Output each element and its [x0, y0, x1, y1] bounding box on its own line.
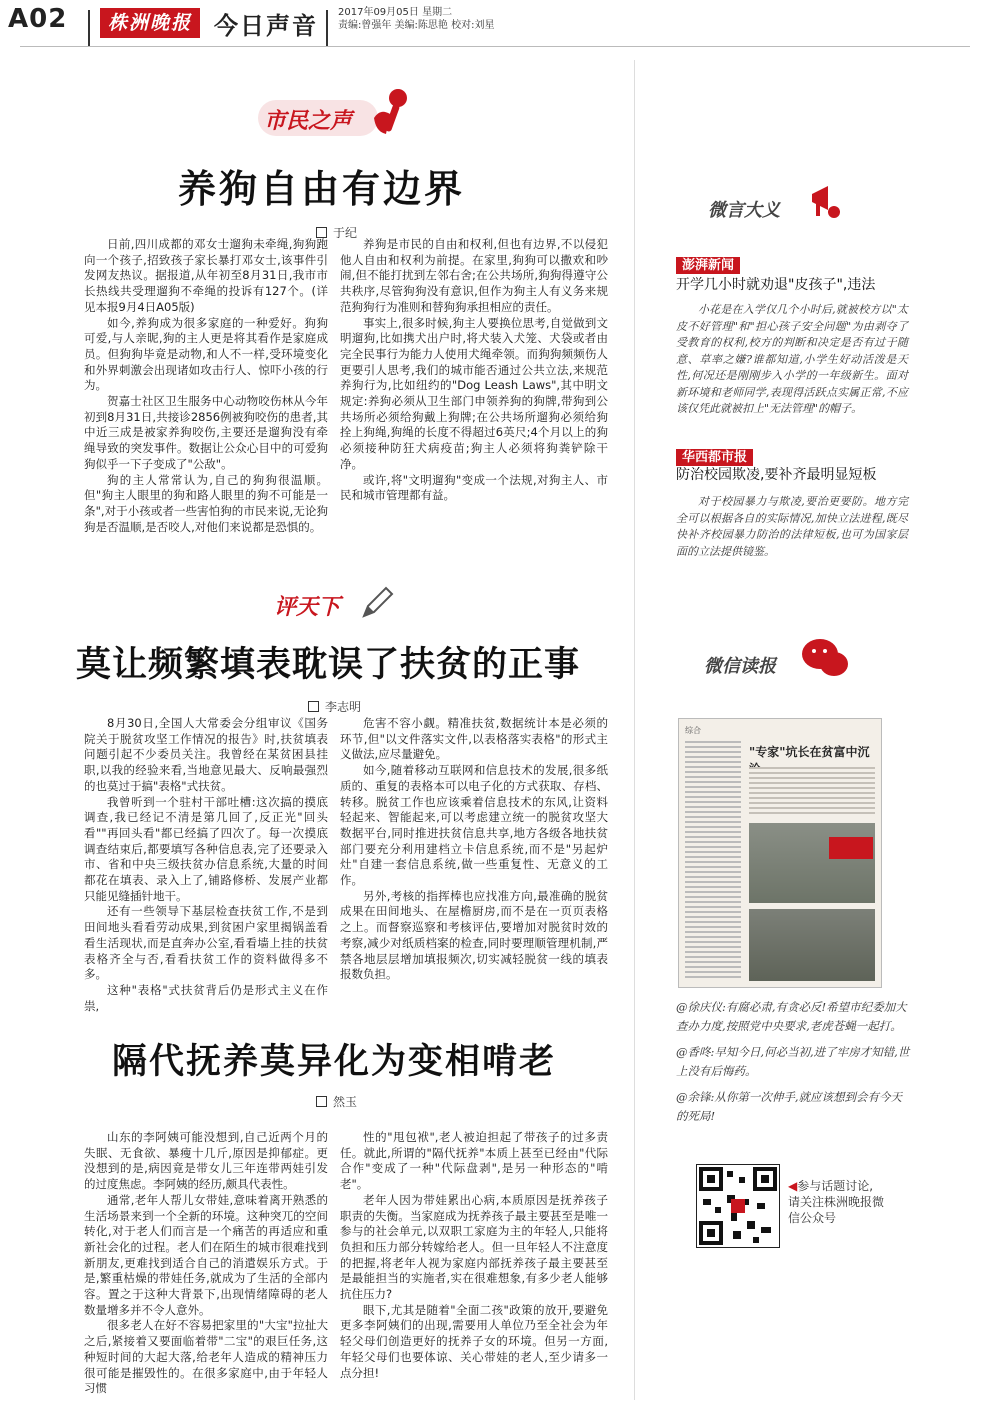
newspaper-logo: 株洲晚报: [100, 8, 200, 38]
paragraph: 这种"表格"式扶贫背后仍是形式主义在作祟,: [84, 982, 328, 1013]
masthead-meta: [338, 6, 494, 32]
megaphone-icon: [806, 176, 846, 224]
thumbnail-label: 综合: [685, 726, 701, 735]
paragraph: 另外,考核的指挥棒也应找准方向,最准确的脱贫成果在田间地头、在屋檐厨房,而不是在一页页表格之上。而督察巡察和考核评估,要增加对脱贫时效的考察,减少对纸质档案的检查,同时要理顺管理机制,严禁各地层层增加填报频次,切实减轻脱贫一线的填表报数负担。: [340, 888, 608, 982]
paragraph: 通常,老年人帮儿女带娃,意味着离开熟悉的生活场景来到一个全新的环境。这种突兀的空间转化,对于老人们而言是一个痛苦的再适应和重新社会化的过程。老人们在陌生的城市很难找到新朋友,更难找到适合自己的消遣娱乐方式。于是,繁重枯燥的带娃任务,就成为了生活的全部内容。置之于这种大背景下,出现情绪障碍的老人数量增多并不令人意外。: [84, 1192, 328, 1317]
sidebar-item-2-title: 防治校园欺凌,要补齐最明显短板: [676, 467, 877, 483]
thumbnail-text-column: [685, 741, 741, 981]
headline-2: 莫让频繁填表耽误了扶贫的正事: [76, 644, 581, 685]
thumbnail-photo-2: [749, 909, 875, 981]
article-3-left: [84, 1130, 328, 1397]
headline-1: 养狗自由有边界: [178, 166, 466, 211]
pingtianxia-badge: 评天下: [274, 595, 341, 620]
qr-pattern-icon: [697, 1165, 779, 1247]
editor-line: 责编:曾强年 美编:陈思艳 校对:刘星: [338, 20, 495, 31]
paragraph: 山东的李阿姨可能没想到,自己近两个月的失眠、无食欲、暴瘦十几斤,原因是抑郁症。更没想到的是,病因竟是带女儿三年连带两娃引发的过度焦虑。李阿姨的经历,颇具代表性。: [84, 1130, 328, 1192]
masthead-divider: [88, 10, 90, 46]
paragraph: 很多老人在好不容易把家里的"大宝"拉扯大之后,紧接着又要面临着带"二宝"的艰巨任务,这种短时间的大起大落,给老年人造成的精神压力很可能是摧毁性的。在很多家庭中,由于年轻人习惯: [84, 1318, 328, 1396]
paragraph: 如今,随着移动互联网和信息技术的发展,很多纸质的、重复的表格本可以电子化的方式获取、存档、转移。脱贫工作也应该乘着信息技术的东风,让资料轻起来、智能起来,可以考虑建立统一的脱贫攻坚大数据平台,同时推进扶贫信息共享,地方各级各地扶贫部门要充分利用建档立卡信息系统,而不是"另起炉灶"自建一套信息系统,做一些重复性、无意义的工作。: [340, 763, 608, 888]
comment: @徐庆仪:有腐必肃,有贪必反!希望市纪委加大查办力度,按照党中央要求,老虎苍蝇一起打。: [676, 1000, 907, 1033]
paragraph: 对于校园暴力与欺凌,要治更要防。地方完全可以根据各自的实际情况,加快立法进程,既尽快补齐校园暴力防治的法律短板,也可为国家层面的立法提供镜鉴。: [676, 495, 908, 558]
section-title: 今日声音: [214, 12, 318, 40]
headline-3: 隔代抚养莫异化为变相啃老: [112, 1041, 557, 1082]
paragraph: 眼下,尤其是随着"全面二孩"政策的放开,要避免更多李阿姨们的出现,需要用人单位乃至全社会为年轻父母们创造更好的抚养子女的环境。但另一方面,年轻父母们也要体谅、关心带娃的老人,至少请多一点分担!: [340, 1302, 608, 1380]
source-tag-1: 澎湃新闻: [676, 257, 740, 274]
paragraph: 还有一些领导下基层检查扶贫工作,不是到田间地头看看劳动成果,到贫困户家里揭锅盖看看生活现状,而是直奔办公室,看看墙上挂的扶贫表格齐全与否,看看扶贫工作的资料做得多不多。: [84, 904, 328, 982]
weiyan-badge: [708, 196, 780, 222]
pencil-icon: [358, 586, 394, 622]
sidebar-divider: [634, 60, 635, 1400]
masthead-divider-2: [326, 10, 328, 46]
date-line: 2017年09月05日 星期二: [338, 7, 453, 18]
comment: @香咚:早知今日,何必当初,进了牢房才知错,世上没有后悔药。: [676, 1045, 910, 1078]
paragraph: 小花是在入学仅几个小时后,就被校方以"太皮不好管理"和"担心孩子安全问题"为由剥夺了受教育的权利,校方的判断和决定是否有过于随意、草率之嫌?谁都知道,小学生好动活泼是天性,何况还是刚刚步入小学的一年级新生。面对新环境和老师同学,表现得活跃点实属正常,不应该仅凭此就被扣上"无法管理"的帽子。: [676, 303, 908, 415]
byline-2-author: 李志明: [325, 700, 362, 714]
article-2-left: [84, 716, 328, 1014]
duibao-badge-text: 微信读报: [704, 656, 776, 677]
wechat-icon: [800, 634, 850, 680]
thumbnail-red-badge: [829, 837, 873, 859]
qr-caption-text: 参与话题讨论,请关注株洲晚报微信公众号: [788, 1179, 885, 1225]
weiyan-badge-text: 微言大义: [708, 200, 780, 221]
byline-3: [316, 1093, 357, 1110]
qr-caption: [788, 1178, 884, 1226]
byline-2: [308, 698, 361, 715]
thumbnail-photo: [749, 823, 875, 903]
duibao-badge: [704, 652, 776, 678]
sidebar-item-2-body: [676, 494, 908, 560]
caret-left-icon: ◀: [788, 1179, 798, 1193]
paragraph: 或许,将"文明遛狗"变成一个法规,对狗主人、市民和城市管理都有益。: [340, 472, 608, 503]
thumbnail-text-block: [749, 767, 875, 817]
paragraph: 如今,养狗成为很多家庭的一种爱好。狗狗可爱,与人亲昵,狗的主人更是将其看作是家庭成员。但狗狗毕竟是动物,和人不一样,受环境变化和外界刺激会出现诸如攻击行人、惊吓小孩的行为。: [84, 315, 328, 393]
sidebar-item-1-body: [676, 302, 908, 418]
comment: @余锋:从你第一次伸手,就应该想到会有今天的死局!: [676, 1090, 903, 1123]
paragraph: 狗的主人常常认为,自己的狗狗很温顺。但"狗主人眼里的狗和路人眼里的狗不可能是一条",对于小孩或者一些害怕狗的市民来说,无论狗狗是否温顺,是否咬人,对他们来说都是恐惧的。: [84, 472, 328, 534]
paragraph: 危害不容小觑。精准扶贫,数据统计本是必须的环节,但"以文件落实文件,以表格落实表格"的形式主义做法,应尽量避免。: [340, 716, 608, 762]
paragraph: 养狗是市民的自由和权利,但也有边界,不以侵犯他人自由和权利为前提。在家里,狗狗可以撒欢和吵闹,但不能打扰到左邻右舍;在公共场所,狗狗得遵守公共秩序,尽管狗狗没有意识,但作为狗主人有义务来规范狗狗行为准则和替狗狗承担相应的责任。: [340, 237, 608, 314]
microphone-hand-icon: [368, 84, 416, 140]
paragraph: 日前,四川成都的邓女士遛狗未牵绳,狗狗跑向一个孩子,招致孩子家长暴打邓女士,该事件引发网友热议。据报道,从年初至8月31日,我市市长热线共受理遛狗不牵绳的投诉有127个。(详见本报9月4日A05版): [84, 237, 328, 314]
masthead-rule: [20, 46, 970, 47]
source-tag-2: 华西都市报: [676, 449, 753, 466]
reader-comments: [676, 998, 910, 1133]
paragraph: 贺嘉士社区卫生服务中心动物咬伤林从今年初到8月31日,共接诊2856例被狗咬伤的患者,其中近三成是被家养狗咬伤,主要还是遛狗没有牵绳导致的突发事件。数据让公众心目中的可爱狗狗似乎一下子变成了"公敌"。: [84, 394, 328, 471]
paragraph: 8月30日,全国人大常委会分组审议《国务院关于脱贫攻坚工作情况的报告》时,扶贫填表问题引起不少委员关注。我曾经在某贫困县挂职,以我的经验来看,当地意见最大、反响最强烈的也莫过于搞"表格"式扶贫。: [84, 716, 328, 793]
article-3-right: [340, 1130, 608, 1381]
qr-code[interactable]: [696, 1164, 780, 1248]
paragraph: 我曾听到一个驻村干部吐槽:这次搞的摸底调查,我已经记不清是第几回了,反正光"回头看""再回头看"都已经搞了四次了。每一次摸底调查结束后,都要填写各种信息表,完了还要录入市、省和中央三级扶贫办信息系统,大量的时间都花在填表、录入上了,铺路修桥、发展产业都只能见缝插针地干。: [84, 794, 328, 903]
paragraph: 性的"甩包袱",老人被迫担起了带孩子的过多责任。就此,所谓的"隔代抚养"本质上甚至已经由"代际合作"变成了一种"代际盘剥",是另一种形态的"啃老"。: [340, 1130, 608, 1192]
newspaper-thumbnail[interactable]: [678, 718, 882, 988]
article-2-right: [340, 716, 608, 983]
sidebar-item-1-title: 开学几小时就劝退"皮孩子",违法: [676, 277, 876, 293]
thumbnail-headline: "专家"坑长在贫富中沉: [749, 745, 870, 759]
paragraph: 老年人因为带娃累出心病,本质原因是抚养孩子职责的失衡。当家庭成为抚养孩子最主要甚至是唯一参与的社会单元,以双职工家庭为主的年轻人,只能将负担和压力部分转嫁给老人。但一旦年轻人不注意度的把握,将老年人视为家庭内部抚养孩子最主要甚至是最能担当的实施者,实在很难想象,有多少老人能够抗住压力?: [340, 1192, 608, 1302]
article-1-left: [84, 237, 328, 535]
sidebar-item-1: [676, 254, 740, 273]
paragraph: 事实上,很多时候,狗主人要换位思考,自觉做到文明遛狗,比如携犬出户时,将犬装入犬笼、犬袋或者由完全民事行为能力人使用犬绳牵领。而狗狗频频伤人更要引人思考,我们的城市能否通过公共立法,来规范养狗行为,比如纽约的"Dog Leash Laws",其中明文规定:养狗必须从卫生部门申领养狗的狗牌,带狗到公共场所必须给狗戴上狗牌;在公共场所遛狗必须给狗拴上狗绳,狗绳的长度不得超过6英尺;4个月以上的狗必须接种防狂犬病疫苗;狗主人必须将狗粪铲除干净。: [340, 315, 608, 471]
sidebar-item-2: [676, 446, 753, 465]
shimin-badge: 市民之声: [264, 109, 353, 134]
byline-3-author: 然玉: [333, 1095, 358, 1109]
byline-1-author: 于纪: [333, 226, 358, 240]
page-number: A02: [8, 4, 68, 34]
article-1-right: [340, 237, 608, 504]
